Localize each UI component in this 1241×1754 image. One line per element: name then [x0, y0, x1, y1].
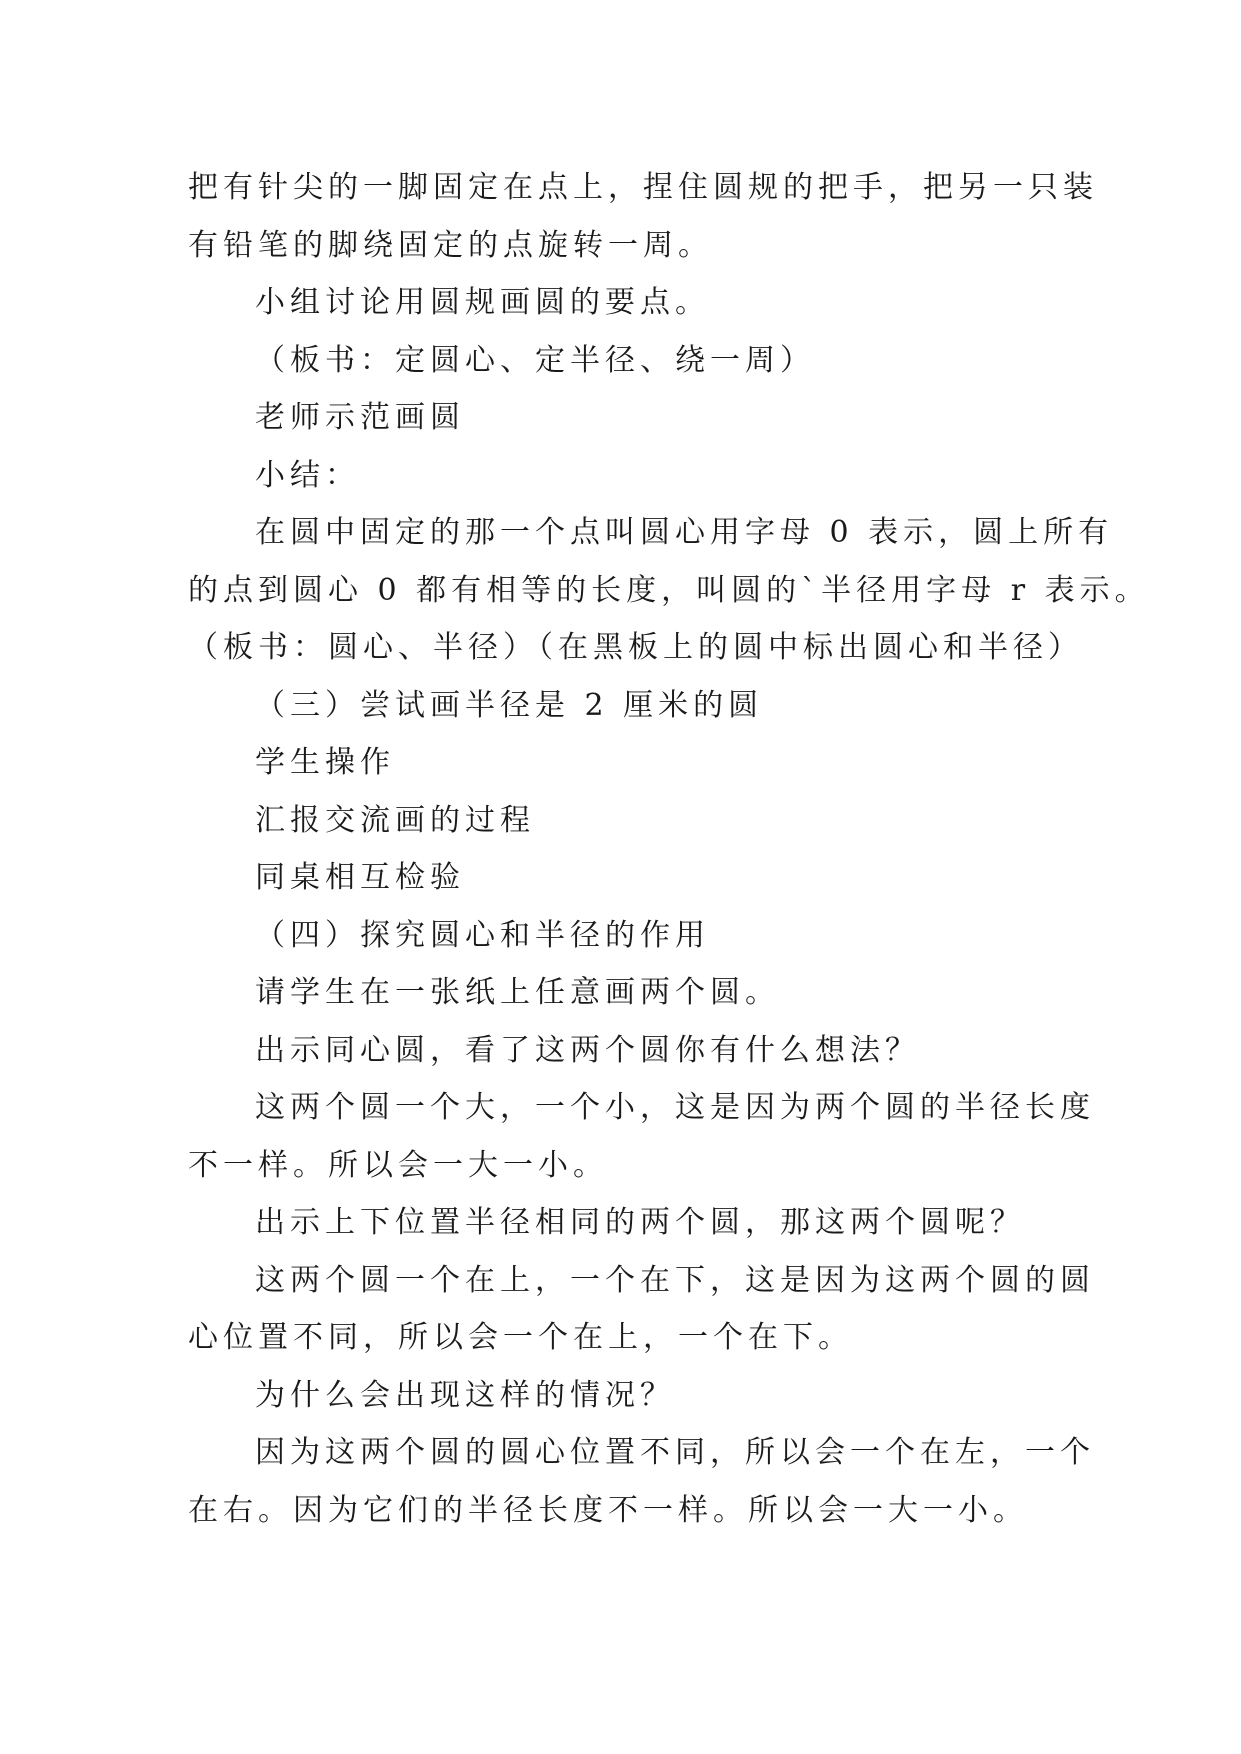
paragraph-line: （板书：圆心、半径）（在黑板上的圆中标出圆心和半径） — [188, 630, 1083, 665]
paragraph-line: 有铅笔的脚绕固定的点旋转一周。 — [188, 228, 713, 263]
paragraph-line: 这两个圆一个大，一个小，这是因为两个圆的半径长度 — [255, 1090, 1095, 1125]
paragraph-line: （板书：定圆心、定半径、绕一周） — [255, 343, 815, 378]
paragraph-line: 老师示范画圆 — [255, 400, 465, 435]
paragraph-line: 出示同心圆，看了这两个圆你有什么想法？ — [255, 1033, 920, 1068]
paragraph-line: （四）探究圆心和半径的作用 — [255, 918, 710, 953]
paragraph-line: 汇报交流画的过程 — [255, 803, 535, 838]
paragraph-line: 把有针尖的一脚固定在点上，捏住圆规的把手，把另一只装 — [188, 170, 1098, 205]
paragraph-line: 同桌相互检验 — [255, 860, 465, 895]
paragraph-line: （三）尝试画半径是 2 厘米的圆 — [255, 688, 764, 723]
paragraph-line: 在右。因为它们的半径长度不一样。所以会一大一小。 — [188, 1493, 1028, 1528]
paragraph-line: 这两个圆一个在上，一个在下，这是因为这两个圆的圆 — [255, 1263, 1095, 1298]
paragraph-line: 因为这两个圆的圆心位置不同，所以会一个在左，一个 — [255, 1435, 1095, 1470]
paragraph-line: 不一样。所以会一大一小。 — [188, 1148, 608, 1183]
paragraph-line: 心位置不同，所以会一个在上，一个在下。 — [188, 1320, 853, 1355]
paragraph-line: 请学生在一张纸上任意画两个圆。 — [255, 975, 780, 1010]
paragraph-line: 学生操作 — [255, 745, 395, 780]
paragraph-line: 的点到圆心 0 都有相等的长度，叫圆的`半径用字母 r 表示。 — [188, 573, 1150, 608]
paragraph-line: 在圆中固定的那一个点叫圆心用字母 0 表示，圆上所有 — [255, 515, 1114, 550]
paragraph-line: 小结： — [255, 458, 360, 493]
paragraph-line: 出示上下位置半径相同的两个圆，那这两个圆呢？ — [255, 1205, 1025, 1240]
paragraph-line: 小组讨论用圆规画圆的要点。 — [255, 285, 710, 320]
paragraph-line: 为什么会出现这样的情况？ — [255, 1378, 675, 1413]
